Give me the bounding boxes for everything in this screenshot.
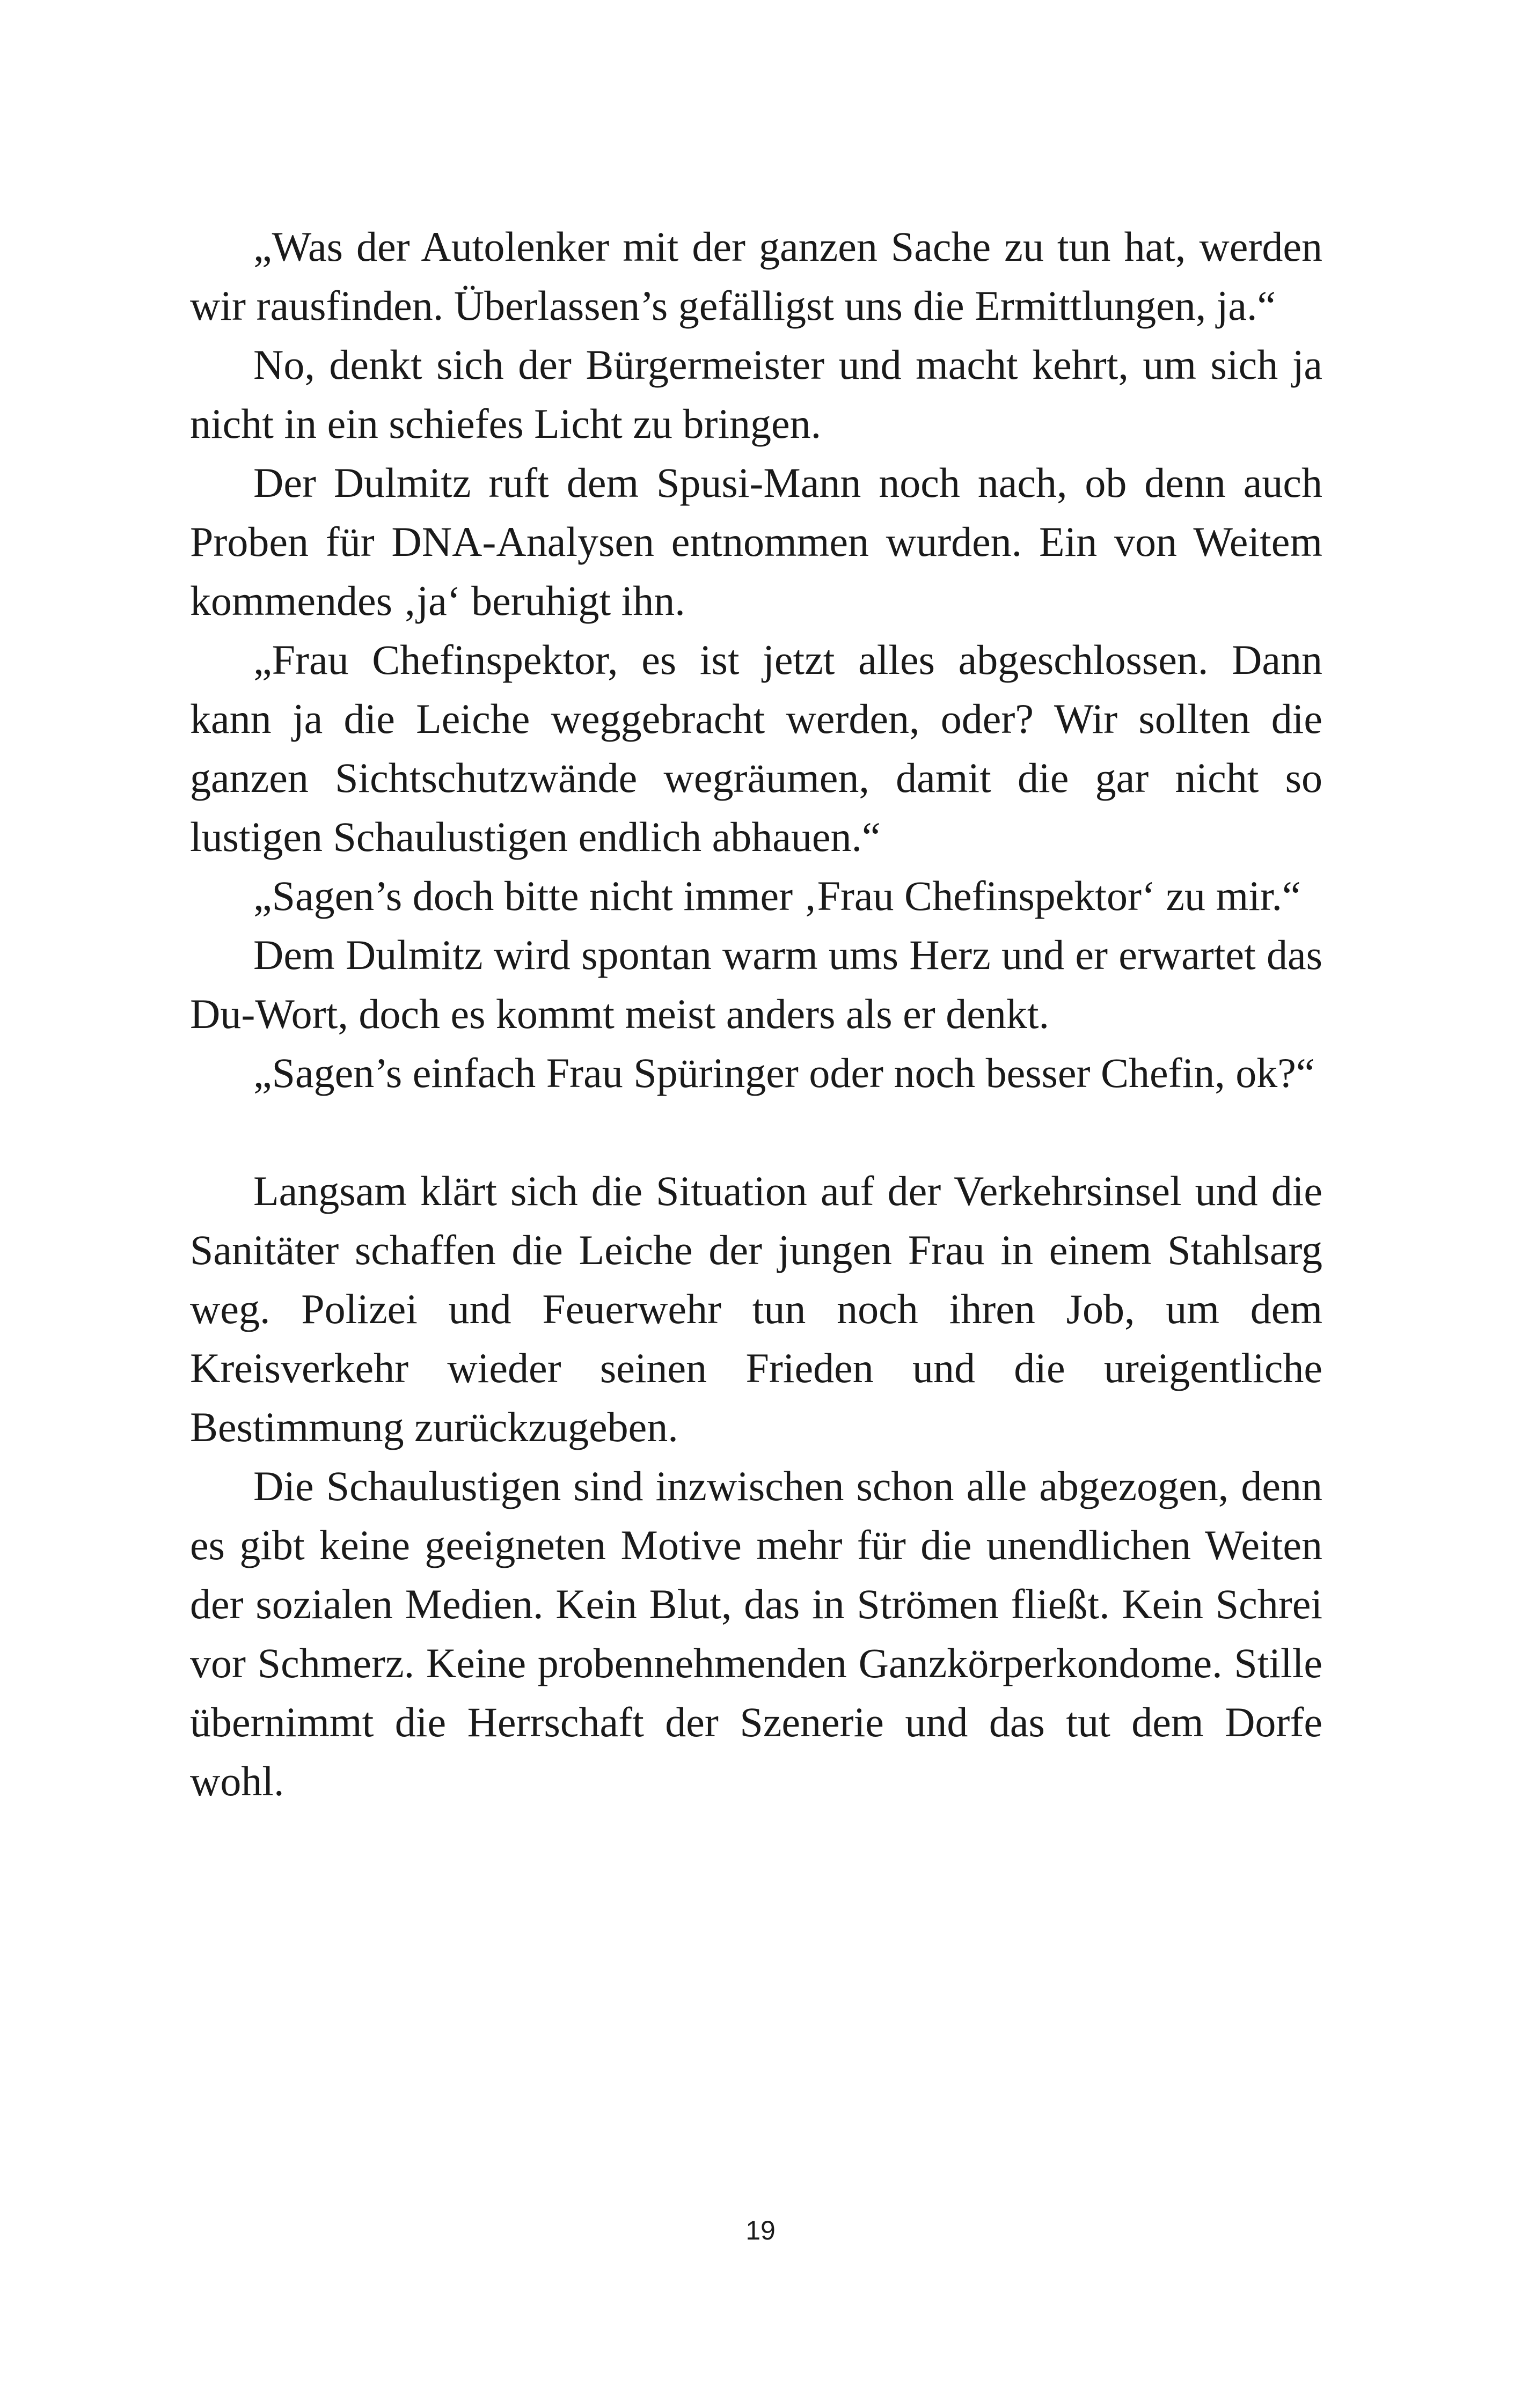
- body-text: [190, 217, 1322, 1811]
- paragraph: „Sagen’s einfach Frau Spüringer oder noch besser Chefin, ok?“: [253, 1049, 1315, 1096]
- paragraph: „Frau Chefinspektor, es ist jetzt alles abgeschlossen. Dann kann ja die Leiche weggebracht werden, oder? Wir sollten die ganzen Sichtschutzwände wegräumen, damit die gar nicht so lustigen Schaulustigen endlich abhauen.“: [190, 636, 1322, 860]
- paragraph: Der Dulmitz ruft dem Spusi-Mann noch nach, ob denn auch Proben für DNA-Analysen entnommen wurden. Ein von Weitem kommendes ‚ja‘ beruhigt ihn.: [190, 459, 1322, 624]
- paragraph: Langsam klärt sich die Situation auf der Verkehrsinsel und die Sanitäter schaffen die Leiche der jungen Frau in einem Stahlsarg weg. Polizei und Feuerwehr tun noch ihren Job, um dem Kreisverkehr wieder seinen Frieden und die ureigentliche Bestimmung zurückzugeben.: [190, 1168, 1322, 1450]
- page-number: 19: [745, 2215, 776, 2245]
- paragraph: „Sagen’s doch bitte nicht immer ‚Frau Chefinspektor‘ zu mir.“: [253, 872, 1301, 919]
- paragraph: Die Schaulustigen sind inzwischen schon alle abgezogen, denn es gibt keine geeigneten Motive mehr für die unendlichen Weiten der sozialen Medien. Kein Blut, das in Strömen fließt. Kein Schrei vor Schmerz. Keine probennehmenden Ganzkörperkondome. Stille übernimmt die Herrschaft der Szenerie und das tut dem Dorfe wohl.: [190, 1463, 1322, 1804]
- paragraph: Dem Dulmitz wird spontan warm ums Herz und er erwartet das Du-Wort, doch es kommt meist anders als er denkt.: [190, 931, 1322, 1037]
- paragraph: No, denkt sich der Bürgermeister und macht kehrt, um sich ja nicht in ein schiefes Licht zu bringen.: [190, 341, 1322, 447]
- paragraph: „Was der Autolenker mit der ganzen Sache zu tun hat, werden wir rausfinden. Überlassen’s gefälligst uns die Ermittlungen, ja.“: [190, 223, 1322, 329]
